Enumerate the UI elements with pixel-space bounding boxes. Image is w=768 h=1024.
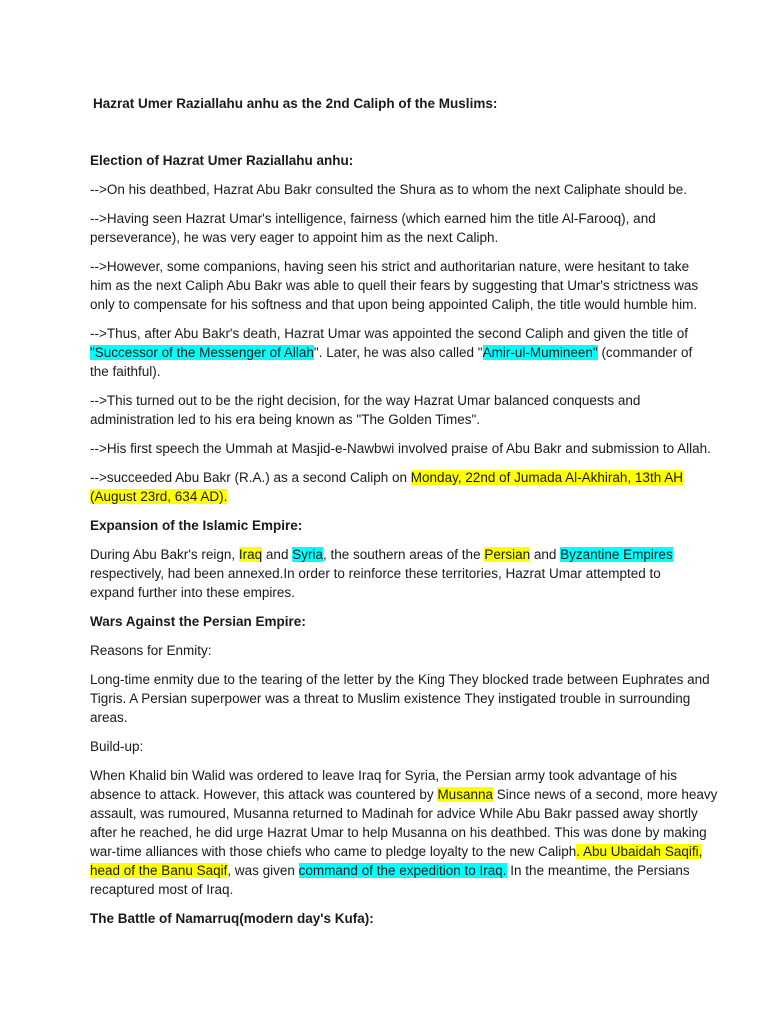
paragraph: -->Thus, after Abu Bakr's death, Hazrat Umar was appointed the second Caliph and given the title of bbox=[90, 326, 689, 341]
highlight-cyan: command of the expedition to Iraq. bbox=[298, 863, 507, 878]
paragraph: -->However, some companions, having seen his strict and authoritarian nature, were hesitant to take bbox=[90, 259, 690, 274]
text-run: In the meantime, the Persians bbox=[506, 863, 690, 878]
paragraph bbox=[90, 468, 684, 487]
paragraph: him as the next Caliph Abu Bakr was able to quell their fears by suggesting that Umar's strictness was bbox=[90, 278, 699, 293]
text-run: -->succeeded Abu Bakr (R.A.) as a second Caliph on bbox=[90, 470, 411, 485]
paragraph: -->Having seen Hazrat Umar's intelligence, fairness (which earned him the title Al-Farooq), and bbox=[90, 211, 656, 226]
paragraph: after he reached, he did urge Hazrat Umar to help Musanna on his deathbed. This was done by making bbox=[90, 825, 707, 840]
expansion-heading: Expansion of the Islamic Empire: bbox=[90, 518, 303, 533]
text-run: During Abu Bakr's reign, bbox=[90, 547, 239, 562]
paragraph: administration led to his era being known as "The Golden Times". bbox=[90, 412, 481, 427]
highlight-cyan: Amir-ul-Mumineen" bbox=[482, 345, 598, 360]
paragraph bbox=[90, 343, 693, 362]
text-run: war-time alliances with those chiefs who came to pledge loyalty to the new Caliph bbox=[90, 844, 577, 859]
text-run: ". Later, he was also called " bbox=[313, 345, 483, 360]
paragraph bbox=[90, 861, 690, 880]
paragraph: -->His first speech the Ummah at Masjid-e-Nawbwi involved praise of Abu Bakr and submission to Allah. bbox=[90, 441, 711, 456]
highlight-yellow: . Abu Ubaidah Saqifi, bbox=[576, 844, 703, 859]
highlight-yellow: Musanna bbox=[437, 787, 493, 802]
text-run: , was given bbox=[227, 863, 299, 878]
wars-heading: Wars Against the Persian Empire: bbox=[90, 614, 306, 629]
highlight-cyan: "Successor of the Messenger of Allah bbox=[90, 345, 314, 360]
subheading: Build-up: bbox=[90, 739, 144, 754]
paragraph bbox=[90, 487, 684, 506]
highlight-yellow: (August 23rd, 634 AD). bbox=[90, 489, 228, 504]
election-heading: Election of Hazrat Umer Raziallahu anhu: bbox=[90, 153, 354, 168]
paragraph: -->On his deathbed, Hazrat Abu Bakr consulted the Shura as to whom the next Caliphate should be. bbox=[90, 182, 687, 197]
text-run: Since news of a second, more heavy bbox=[492, 787, 718, 802]
text-run: absence to attack. However, this attack was countered by bbox=[90, 787, 438, 802]
text-run: , the southern areas of the bbox=[322, 547, 485, 562]
paragraph: assault, was rumoured, Musanna returned to Madinah for advice While Abu Bakr passed away shortly bbox=[90, 806, 698, 821]
text-run: (commander of bbox=[597, 345, 693, 360]
text-run: and bbox=[262, 547, 293, 562]
paragraph bbox=[90, 545, 684, 564]
paragraph: Tigris. A Persian superpower was a threat to Muslim existence They instigated trouble in surrounding bbox=[90, 691, 691, 706]
paragraph: areas. bbox=[90, 710, 128, 725]
highlight-yellow: Iraq bbox=[238, 547, 263, 562]
highlight-cyan: Byzantine Empires bbox=[560, 547, 673, 562]
paragraph: When Khalid bin Walid was ordered to leave Iraq for Syria, the Persian army took advantage of his bbox=[90, 768, 678, 783]
paragraph: expand further into these empires. bbox=[90, 585, 295, 600]
paragraph: -->This turned out to be the right decision, for the way Hazrat Umar balanced conquests and bbox=[90, 393, 641, 408]
highlight-yellow: Monday, 22nd of Jumada Al-Akhirah, 13th AH bbox=[410, 470, 683, 485]
paragraph: Long-time enmity due to the tearing of the letter by the King They blocked trade between Euphrates and bbox=[90, 672, 710, 687]
paragraph: recaptured most of Iraq. bbox=[90, 882, 234, 897]
highlight-yellow: Persian bbox=[484, 547, 531, 562]
text-run: and bbox=[530, 547, 561, 562]
paragraph: respectively, had been annexed.In order to reinforce these territories, Hazrat Umar attempted to bbox=[90, 566, 661, 581]
paragraph bbox=[90, 785, 718, 804]
paragraph: only to compensate for his softness and that upon being appointed Caliph, the title would humble him. bbox=[90, 297, 698, 312]
document-title: Hazrat Umer Raziallahu anhu as the 2nd Caliph of the Muslims: bbox=[93, 96, 498, 111]
highlight-yellow: head of the Banu Saqif bbox=[90, 863, 228, 878]
paragraph bbox=[90, 842, 703, 861]
subheading: Reasons for Enmity: bbox=[90, 643, 212, 658]
paragraph: perseverance), he was very eager to appoint him as the next Caliph. bbox=[90, 230, 499, 245]
highlight-cyan: Syria bbox=[292, 547, 323, 562]
paragraph: the faithful). bbox=[90, 364, 161, 379]
namarruq-heading: The Battle of Namarruq(modern day's Kufa): bbox=[90, 911, 374, 926]
